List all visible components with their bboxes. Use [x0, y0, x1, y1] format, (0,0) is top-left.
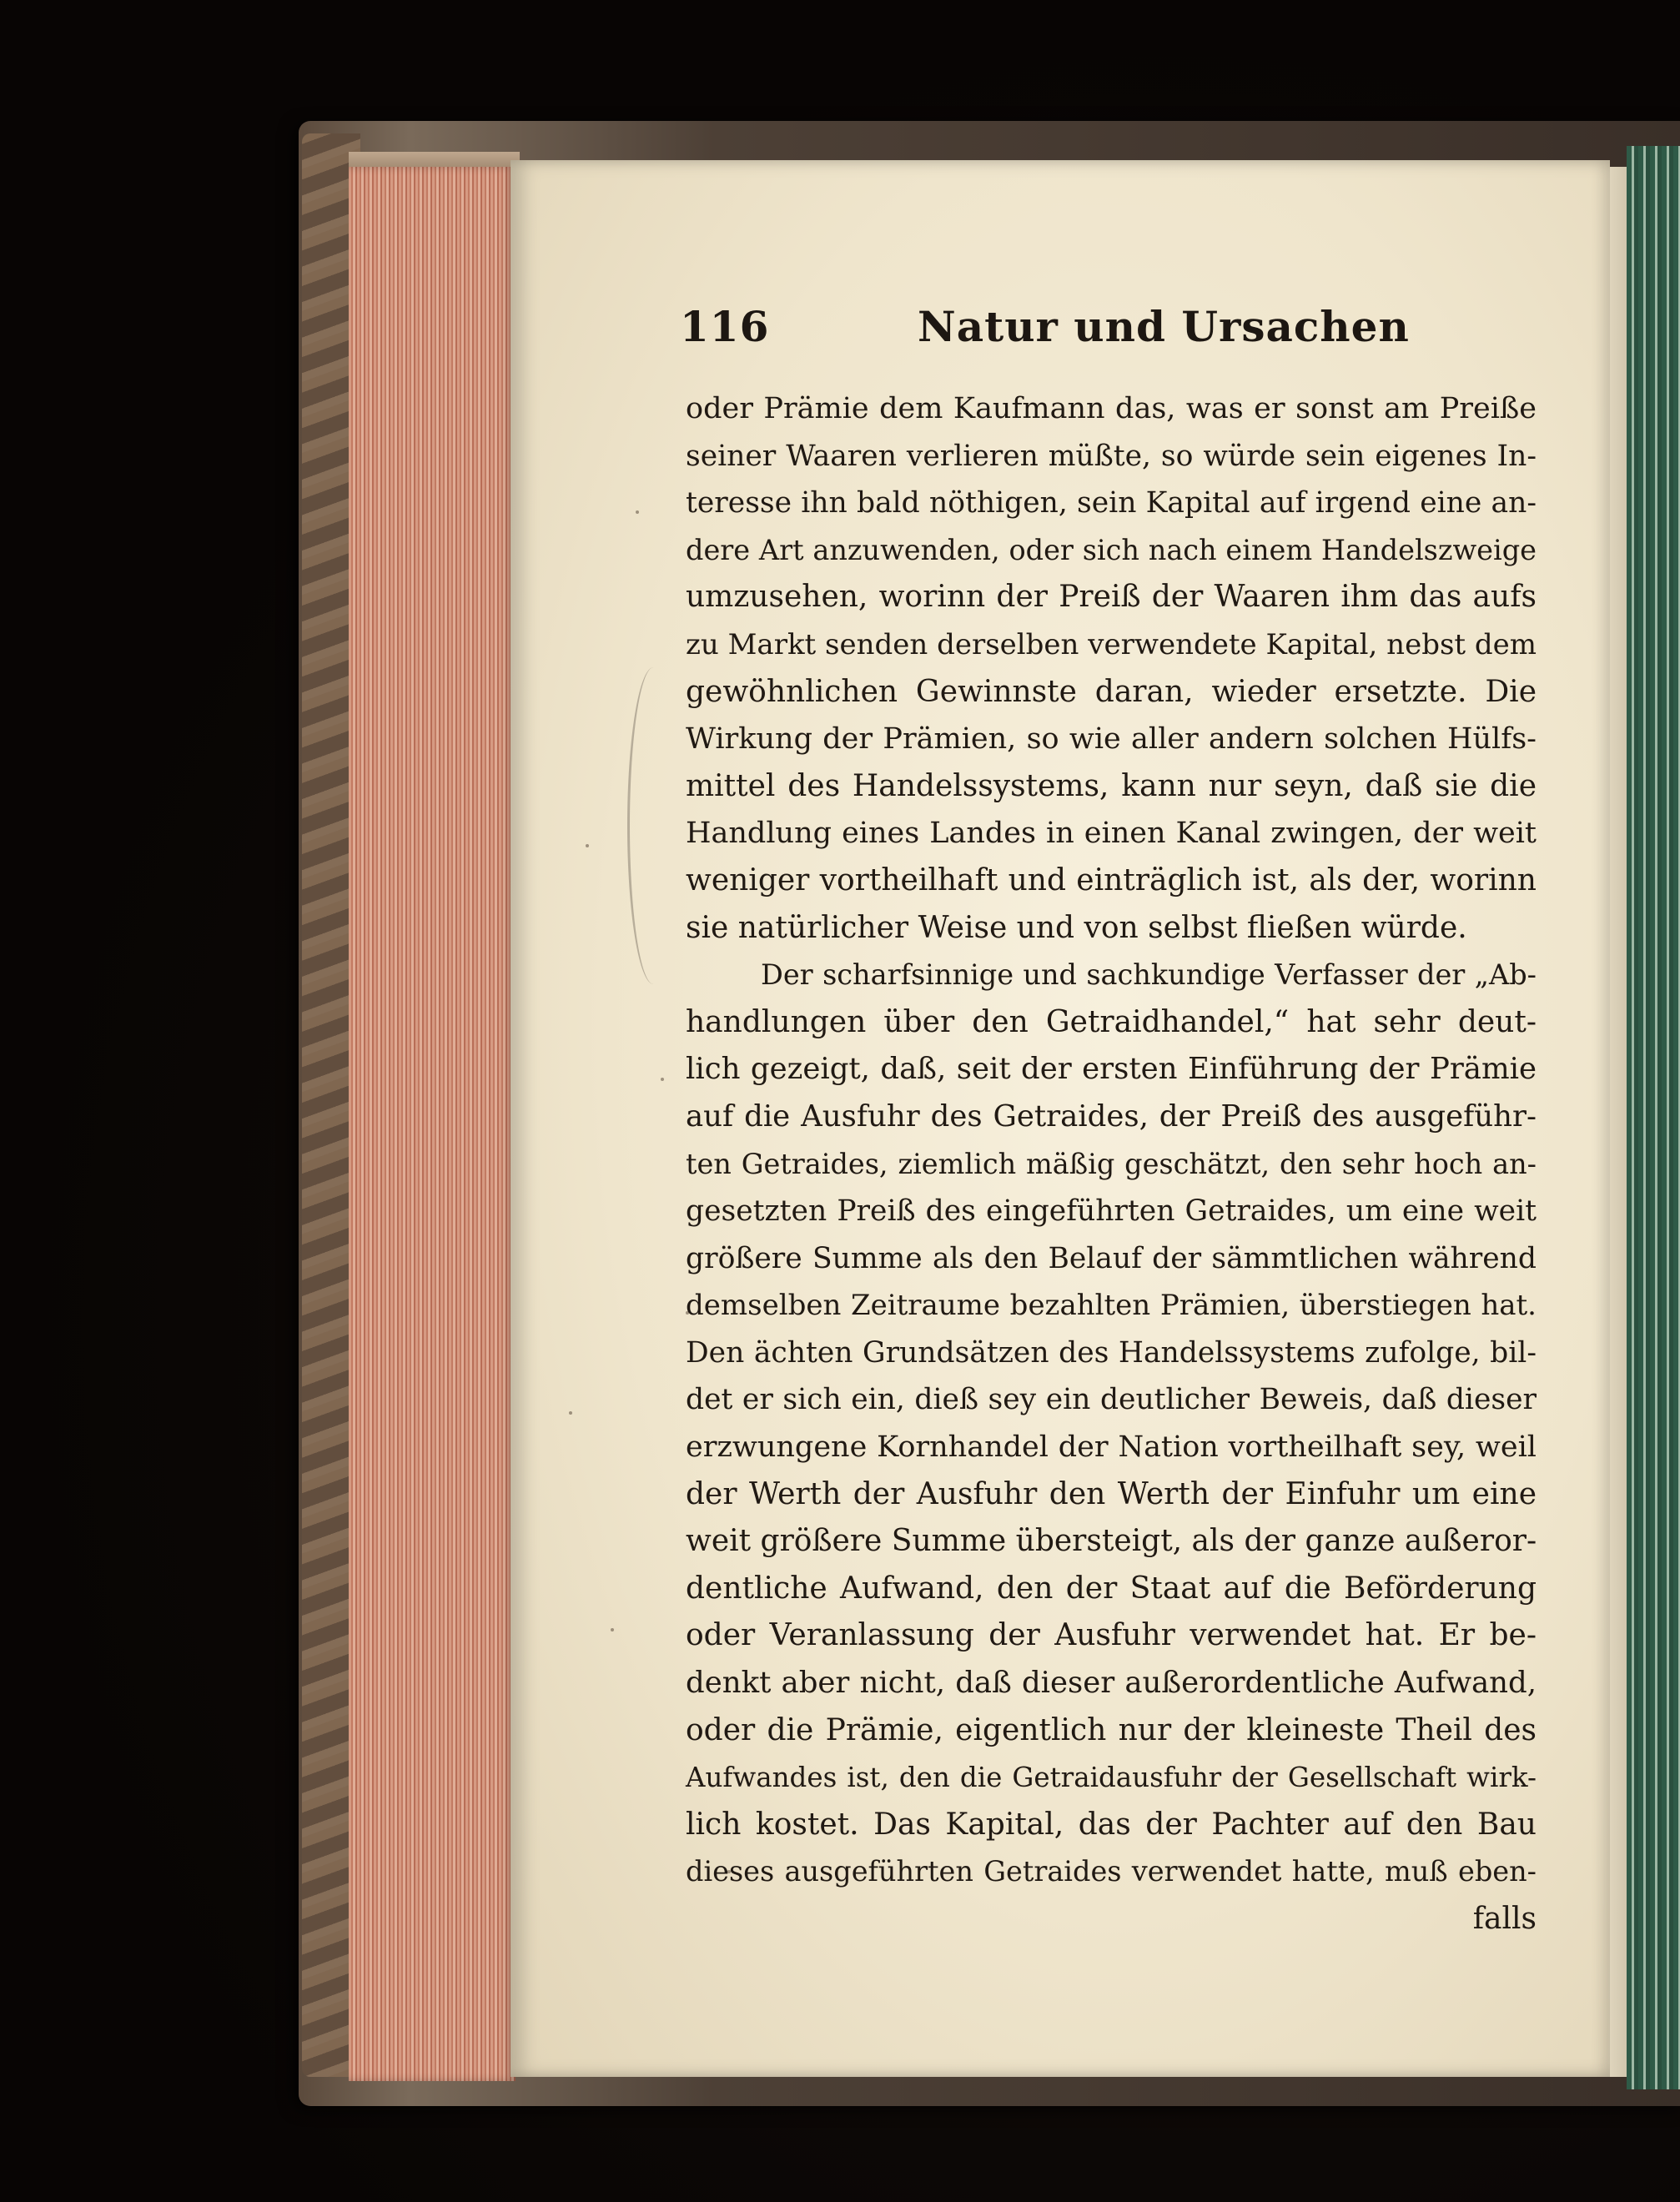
paper-speck — [636, 510, 639, 514]
text-line: demselben Zeitraume bezahlten Prämien, überstiegen hat. — [686, 1289, 1537, 1323]
paragraph-end-line: sie natürlicher Weise und von selbst fließen würde. — [686, 910, 1467, 945]
pencil-margin-mark — [627, 667, 680, 984]
text-line: ten Getraides, ziemlich mäßig geschätzt, den sehr hoch an- — [686, 1147, 1537, 1180]
text-line: zu Markt senden derselben verwendete Kapital, nebst dem — [686, 627, 1537, 661]
text-line: weit größere Summe übersteigt, als der ganze außeror- — [686, 1524, 1537, 1559]
paper-speck — [611, 1628, 614, 1631]
text-line: Handlung eines Landes in einen Kanal zwingen, der weit — [686, 817, 1537, 851]
text-line: weniger vortheilhaft und einträglich ist, als der, worinn — [686, 862, 1537, 897]
red-page-edges — [349, 167, 516, 2081]
text-line: oder die Prämie, eigentlich nur der kleineste Theil des — [686, 1712, 1537, 1747]
green-spine-ribbon — [1627, 146, 1680, 2089]
text-line: der Werth der Ausfuhr den Werth der Einfuhr um eine — [686, 1476, 1537, 1511]
paper-speck — [586, 844, 589, 847]
text-line: größere Summe als den Belauf der sämmtlichen während — [686, 1241, 1537, 1275]
text-line: denkt aber nicht, daß dieser außerordentliche Aufwand, — [686, 1666, 1537, 1701]
text-line: lich kostet. Das Kapital, das der Pachter auf den Bau — [686, 1807, 1537, 1842]
paragraph-start-line: Der scharfsinnige und sachkundige Verfasser der „Ab- — [761, 958, 1537, 992]
text-line: gewöhnlichen Gewinnste daran, wieder ersetzte. Die — [686, 674, 1537, 709]
body-text — [686, 385, 1537, 1943]
text-line: seiner Waaren verlieren müßte, so würde sein eigenes In- — [686, 439, 1537, 473]
text-line: Aufwandes ist, den die Getraidausfuhr der Gesellschaft wirk- — [686, 1762, 1537, 1794]
text-line: auf die Ausfuhr des Getraides, der Preiß des ausgeführ- — [686, 1098, 1537, 1134]
text-line: mittel des Handelssystems, kann nur seyn, daß sie die — [686, 768, 1537, 803]
paper-speck — [661, 1078, 664, 1081]
running-title: Natur und Ursachen — [918, 302, 1410, 351]
text-line: oder Prämie dem Kaufmann das, was er sonst am Preiße — [686, 392, 1537, 425]
text-line: dentliche Aufwand, den der Staat auf die Beförderung — [686, 1571, 1537, 1606]
text-line: dere Art anzuwenden, oder sich nach einem Handelszweige — [686, 533, 1537, 566]
paper-speck — [569, 1411, 572, 1415]
text-line: handlungen über den Getraidhandel,“ hat sehr deut- — [686, 1004, 1537, 1039]
page-number: 116 — [680, 302, 770, 351]
text-line: det er sich ein, dieß sey ein deutlicher Beweis, daß dieser — [686, 1383, 1537, 1417]
page-header — [680, 302, 1547, 360]
text-line: Den ächten Grundsätzen des Handelssystems zufolge, bil- — [686, 1335, 1537, 1370]
text-line: umzusehen, worinn der Preiß der Waaren ihm das aufs — [686, 580, 1537, 615]
text-line: Wirkung der Prämien, so wie aller andern solchen Hülfs- — [686, 722, 1537, 757]
text-line: oder Veranlassung der Ausfuhr verwendet hat. Er be- — [686, 1618, 1537, 1653]
text-line: teresse ihn bald nöthigen, sein Kapital auf irgend eine an- — [686, 486, 1537, 520]
text-line: lich gezeigt, daß, seit der ersten Einführung der Prämie — [686, 1052, 1537, 1087]
text-line: gesetzten Preiß des eingeführten Getraides, um eine weit — [686, 1194, 1537, 1229]
text-line: erzwungene Kornhandel der Nation vortheilhaft sey, weil — [686, 1430, 1537, 1465]
catchword: falls — [1472, 1902, 1537, 1936]
text-line: dieses ausgeführten Getraides verwendet hatte, muß eben- — [686, 1855, 1537, 1888]
